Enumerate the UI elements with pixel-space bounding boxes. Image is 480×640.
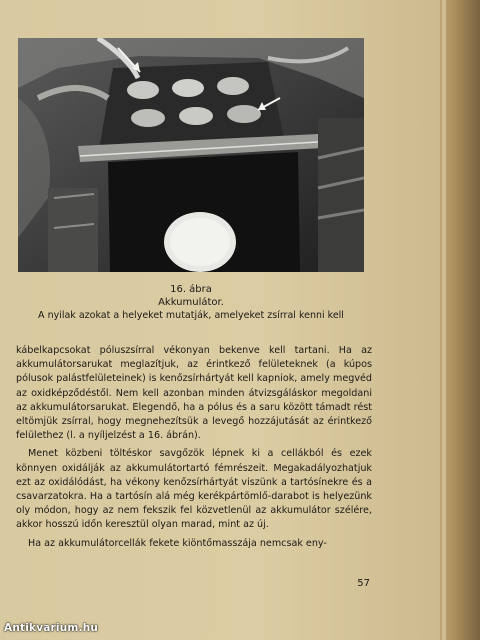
- paragraph: kábelkapcsokat póluszsírral vékonyan bekenve kell tartani. Ha az akkumulátorsarukat meglazítjuk, az érintkező felületeknek (a kúpos pólusok palástfelületeinek) is kenőzsírhártyát kell kapniok, amely megvéd az oxidképződéstől. Nem kell azonban minden átvizsgáláskor megoldani az akkumulátorsarukat. Elegendő, ha a pólus és a saru között támadt rést eltömjük zsírral, hogy megnehezítsük a levegő hozzájutását az érintkező felülethez (l. a nyíljelzést a 16. ábrán).: [16, 345, 372, 442]
- watermark-text: Antikvarium.hu: [4, 622, 99, 634]
- paragraph: Menet közbeni töltéskor savgőzök lépnek ki a cellákból és ezek könnyen oxidálják az akkumulátortartó fémrészeit. Megakadályozhatjuk ezt az oxidálódást, ha vékony kenőzsírhártyát viszünk a tartósínekre és a csavarzatokra. Ha a tartósín alá még kerékpártömlő-darabot is helyezünk oly módon, hogy az nem fekszik fel közvetlenül az akkumulátor szélére, akkor hosszú időn keresztül olyan marad, mint az új.: [16, 448, 372, 531]
- figure-title: Akkumulátor.: [158, 297, 224, 308]
- battery-photo-illustration: [18, 38, 364, 272]
- figure-description: A nyilak azokat a helyeket mutatják, amelyeket zsírral kenni kell: [38, 310, 344, 321]
- body-text: [16, 344, 372, 551]
- book-page-edge: [440, 0, 480, 640]
- figure-photo-battery: [18, 38, 364, 272]
- paragraph: Ha az akkumulátorcellák fekete kiöntőmasszája nemcsak eny-: [28, 537, 327, 549]
- figure-number: 16. ábra: [170, 284, 212, 295]
- page-number: 57: [357, 578, 370, 589]
